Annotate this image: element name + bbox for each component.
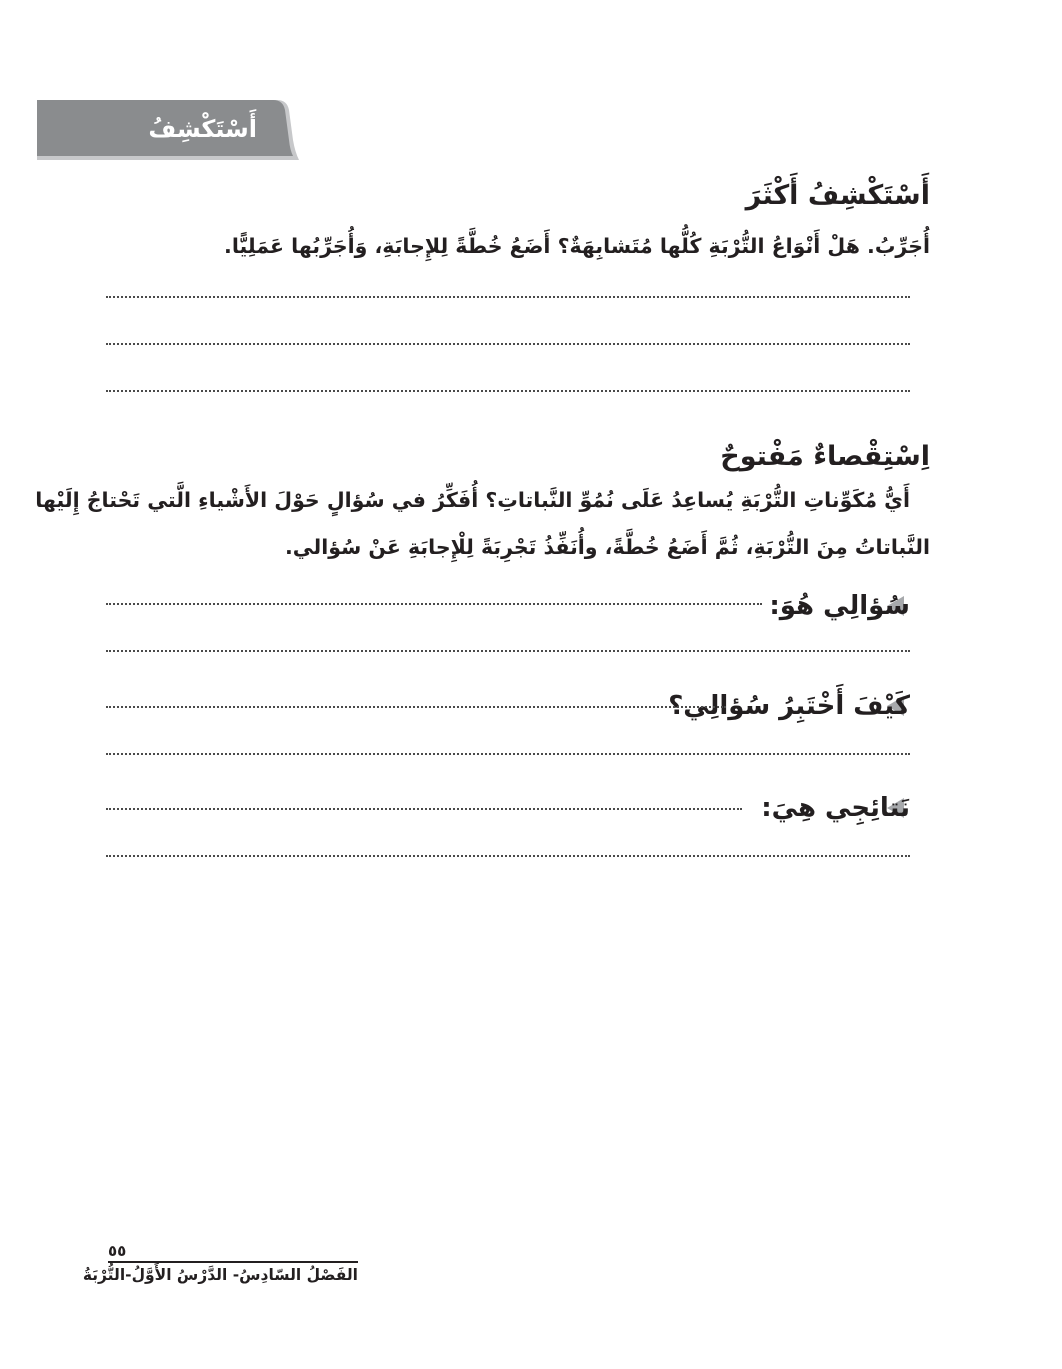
- answer-line[interactable]: [106, 296, 910, 298]
- results-prompt: [761, 788, 910, 828]
- explore-more-heading: أَسْتَكْشِفُ أَكْثَرَ: [745, 180, 930, 211]
- answer-line[interactable]: [106, 650, 910, 652]
- section-tab-label: أَسْتَكْشِفُ: [148, 115, 257, 143]
- explore-more-text: أُجَرِّبُ. هَلْ أَنْوَاعُ التُّرْبَةِ كُلُّها مُتَشابِهَةٌ؟ أَضَعُ خُطَّةً لِلإِجابَةِ، وَأُجَرِّبُها عَمَلِيًّا.: [224, 234, 930, 258]
- question-prompt-label: سُؤالِي هُوَ:: [769, 591, 910, 621]
- answer-line[interactable]: [106, 855, 910, 857]
- answer-line[interactable]: [106, 603, 762, 605]
- test-prompt-label: كَيْفَ أَخْتَبِرُ سُؤالِي؟: [668, 691, 910, 721]
- question-prompt: [769, 586, 910, 626]
- results-prompt-label: نَتائِجِي هِيَ:: [761, 793, 910, 823]
- open-inquiry-heading: اِسْتِقْصاءٌ مَفْتوحٌ: [720, 441, 930, 472]
- answer-line[interactable]: [106, 706, 726, 708]
- answer-line[interactable]: [106, 390, 910, 392]
- page-number: ٥٥: [108, 1242, 127, 1260]
- answer-line[interactable]: [106, 343, 910, 345]
- footer-divider: [108, 1261, 358, 1263]
- answer-line[interactable]: [106, 808, 742, 810]
- section-tab: [37, 100, 299, 160]
- open-inquiry-line-1: أَيُّ مُكَوِّناتِ التُّرْبَةِ يُساعِدُ عَلَى نُمُوِّ النَّباتاتِ؟ أُفَكِّرُ في سُؤالٍ حَوْلَ الأَشْياءِ الَّتي تَحْتاجُ إِلَيْها: [35, 488, 910, 512]
- answer-line[interactable]: [106, 753, 910, 755]
- open-inquiry-line-2: النَّباتاتُ مِنَ التُّرْبَةِ، ثُمَّ أَضَعُ خُطَّةً، وأُنَفِّذُ تَجْرِبَةً لِلْإِجابَةِ عَنْ سُؤالي.: [285, 535, 930, 559]
- footer-title: الفَصْلُ السّادِسُ- الدَّرْسُ الأَوَّلُ-التُّرْبَةُ: [82, 1266, 358, 1284]
